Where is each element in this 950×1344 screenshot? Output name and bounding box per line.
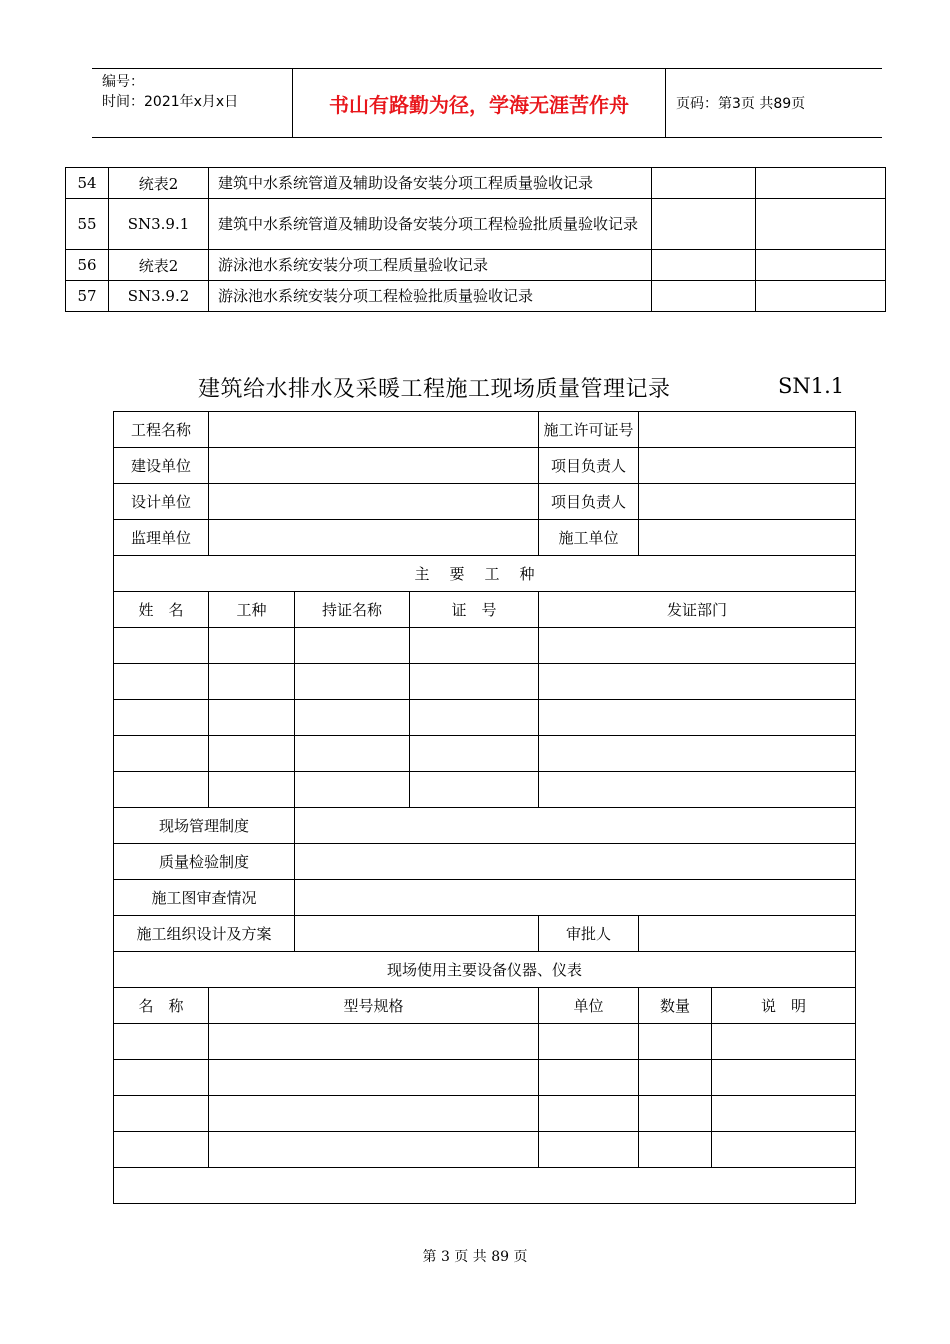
empty-cell — [114, 628, 209, 664]
row-description: 游泳池水系统安装分项工程质量验收记录 — [209, 250, 652, 281]
header-page-label: 页码：第3页 共89页 — [676, 96, 806, 112]
row-description: 建筑中水系统管道及辅助设备安装分项工程检验批质量验收记录 — [209, 199, 652, 250]
empty-cell — [295, 772, 410, 808]
empty-cell — [756, 281, 886, 312]
row-code: 统表2 — [109, 168, 209, 199]
col-header-trade: 工种 — [209, 592, 295, 628]
project-leader-value — [639, 448, 856, 484]
col-header-cert-no: 证 号 — [410, 592, 539, 628]
permit-no-value — [639, 412, 856, 448]
project-leader-label: 项目负责人 — [539, 448, 639, 484]
empty-cell — [712, 1096, 856, 1132]
empty-cell — [410, 628, 539, 664]
empty-cell — [114, 736, 209, 772]
empty-cell — [410, 772, 539, 808]
table-row — [114, 1024, 856, 1060]
approver-value — [639, 916, 856, 952]
empty-cell — [539, 1132, 639, 1168]
quality-check-label: 质量检验制度 — [114, 844, 295, 880]
org-design-label: 施工组织设计及方案 — [114, 916, 295, 952]
empty-cell — [756, 250, 886, 281]
table-row — [114, 988, 856, 1024]
quality-check-value — [295, 844, 856, 880]
table-row — [114, 448, 856, 484]
table-row — [114, 1096, 856, 1132]
supervisor-value — [209, 520, 539, 556]
site-mgmt-label: 现场管理制度 — [114, 808, 295, 844]
table-row — [114, 556, 856, 592]
empty-cell — [209, 1132, 539, 1168]
row-number: 54 — [66, 168, 109, 199]
empty-cell — [652, 168, 756, 199]
col-header-name: 姓 名 — [114, 592, 209, 628]
org-design-value — [295, 916, 539, 952]
table-row — [114, 880, 856, 916]
page-header — [92, 68, 882, 138]
table-row — [66, 250, 886, 281]
empty-cell — [209, 700, 295, 736]
row-number: 55 — [66, 199, 109, 250]
supervisor-label: 监理单位 — [114, 520, 209, 556]
empty-cell — [114, 1024, 209, 1060]
empty-cell — [410, 700, 539, 736]
empty-cell — [639, 1024, 712, 1060]
table-row — [114, 736, 856, 772]
site-mgmt-value — [295, 808, 856, 844]
empty-cell — [539, 628, 856, 664]
header-meta — [92, 69, 293, 137]
project-name-label: 工程名称 — [114, 412, 209, 448]
builder-label: 建设单位 — [114, 448, 209, 484]
empty-cell — [539, 664, 856, 700]
empty-cell — [539, 700, 856, 736]
empty-cell — [209, 1060, 539, 1096]
equip-header-name: 名 称 — [114, 988, 209, 1024]
empty-cell — [652, 281, 756, 312]
empty-cell — [114, 664, 209, 700]
drawing-review-label: 施工图审查情况 — [114, 880, 295, 916]
empty-cell — [539, 1024, 639, 1060]
index-table — [65, 167, 886, 312]
table-row — [114, 1060, 856, 1096]
row-code: 统表2 — [109, 250, 209, 281]
table-row — [114, 772, 856, 808]
table-row — [66, 281, 886, 312]
empty-cell — [539, 772, 856, 808]
table-row — [114, 592, 856, 628]
row-description: 建筑中水系统管道及辅助设备安装分项工程质量验收记录 — [209, 168, 652, 199]
empty-cell — [209, 664, 295, 700]
empty-cell — [114, 700, 209, 736]
row-number: 57 — [66, 281, 109, 312]
col-header-issuer: 发证部门 — [539, 592, 856, 628]
empty-cell — [114, 772, 209, 808]
table-row — [66, 168, 886, 199]
empty-cell — [209, 736, 295, 772]
drawing-review-value — [295, 880, 856, 916]
project-leader-value — [639, 484, 856, 520]
project-leader-label: 项目负责人 — [539, 484, 639, 520]
project-name-value — [209, 412, 539, 448]
table-row — [114, 1168, 856, 1204]
row-description: 游泳池水系统安装分项工程检验批质量验收记录 — [209, 281, 652, 312]
empty-cell — [295, 628, 410, 664]
row-code: SN3.9.2 — [109, 281, 209, 312]
equip-header-note: 说 明 — [712, 988, 856, 1024]
time-label: 时间：2021年x月x日 — [102, 94, 239, 110]
table-row — [114, 844, 856, 880]
builder-value — [209, 448, 539, 484]
row-number: 56 — [66, 250, 109, 281]
contractor-label: 施工单位 — [539, 520, 639, 556]
table-row — [114, 916, 856, 952]
empty-cell — [639, 1132, 712, 1168]
table-row — [114, 952, 856, 988]
designer-label: 设计单位 — [114, 484, 209, 520]
empty-cell — [114, 1168, 856, 1204]
table-row — [114, 484, 856, 520]
designer-value — [209, 484, 539, 520]
empty-cell — [295, 664, 410, 700]
empty-cell — [539, 1060, 639, 1096]
empty-cell — [114, 1096, 209, 1132]
table-row — [114, 1132, 856, 1168]
empty-cell — [295, 700, 410, 736]
row-code: SN3.9.1 — [109, 199, 209, 250]
table-row — [66, 199, 886, 250]
empty-cell — [639, 1096, 712, 1132]
empty-cell — [652, 250, 756, 281]
empty-cell — [410, 664, 539, 700]
page-footer: 第 3 页 共 89 页 — [422, 1249, 528, 1265]
empty-cell — [639, 1060, 712, 1096]
empty-cell — [209, 1024, 539, 1060]
empty-cell — [539, 736, 856, 772]
form-title: 建筑给水排水及采暖工程施工现场质量管理记录 — [198, 377, 671, 402]
empty-cell — [539, 1096, 639, 1132]
empty-cell — [712, 1024, 856, 1060]
empty-cell — [295, 736, 410, 772]
col-header-cert-name: 持证名称 — [295, 592, 410, 628]
equipment-heading: 现场使用主要设备仪器、仪表 — [114, 952, 856, 988]
empty-cell — [756, 199, 886, 250]
empty-cell — [712, 1132, 856, 1168]
empty-cell — [756, 168, 886, 199]
permit-no-label: 施工许可证号 — [539, 412, 639, 448]
empty-cell — [209, 1096, 539, 1132]
contractor-value — [639, 520, 856, 556]
table-row — [114, 628, 856, 664]
empty-cell — [114, 1132, 209, 1168]
form-code: SN1.1 — [778, 374, 845, 398]
empty-cell — [114, 1060, 209, 1096]
table-row — [114, 700, 856, 736]
equip-header-qty: 数量 — [639, 988, 712, 1024]
number-label: 编号： — [102, 74, 144, 90]
empty-cell — [209, 628, 295, 664]
table-row — [114, 664, 856, 700]
table-row — [114, 520, 856, 556]
empty-cell — [410, 736, 539, 772]
equip-header-model: 型号规格 — [209, 988, 539, 1024]
main-trades-heading: 主要工种 — [114, 556, 856, 592]
empty-cell — [652, 199, 756, 250]
empty-cell — [712, 1060, 856, 1096]
equip-header-unit: 单位 — [539, 988, 639, 1024]
approver-label: 审批人 — [539, 916, 639, 952]
table-row — [114, 808, 856, 844]
empty-cell — [209, 772, 295, 808]
table-row — [114, 412, 856, 448]
quality-management-form — [113, 411, 856, 1204]
header-motto: 书山有路勤为径，学海无涯苦作舟 — [293, 69, 666, 137]
